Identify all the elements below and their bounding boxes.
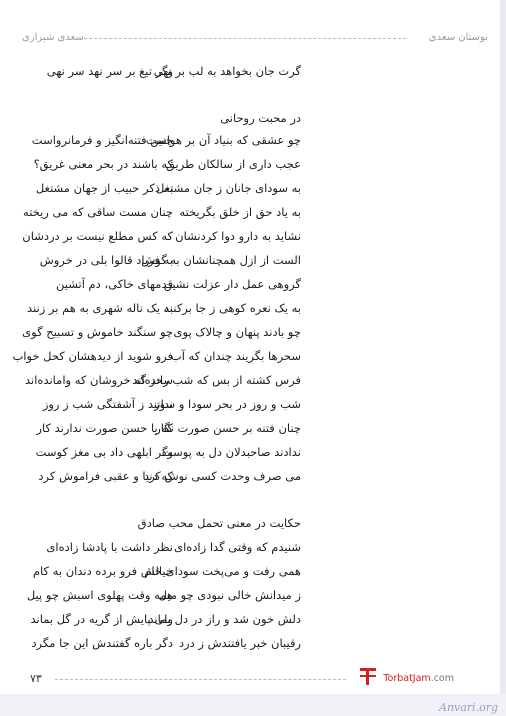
verse-second-hemistich: وگر ابلهی داد بی مغز کوست [35,445,173,459]
verse-first-hemistich: چو بادند پنهان و چالاک پوی [173,325,301,339]
verse-second-hemistich: ولی پایش از گریه در گل بماند [30,612,173,626]
verse-second-hemistich: وگر تیغ بر سر نهد سر نهی [46,64,173,78]
verse-first-hemistich: گرت جان بخواهد به لب بر نهی [153,64,301,78]
footer-rule [55,679,346,680]
watermark: Anvari.org [439,701,498,714]
page-number: ۷۳ [30,672,42,685]
verse-first-hemistich: عجب داری از سالکان طریق [165,157,301,171]
verse-first-hemistich: شب و روز در بحر سودا و سوز [154,397,301,411]
verse-second-hemistich: که باشند در بحر معنی غریق؟ [33,157,173,171]
verse-second-hemistich: قدمهای خاکی، دم آتشین [56,277,173,291]
verse-first-hemistich: ز میدانش خالی نبودی چو میل [158,588,301,602]
verse-second-hemistich: همه وقت پهلوی اسبش چو پیل [26,588,173,602]
verse-second-hemistich: دگر باره گفتندش این جا مگرد [31,636,173,650]
section-title: در محبت روحانی [220,111,301,125]
page-header [0,32,506,46]
logo-text: TorbatJam.com [383,673,454,684]
verse-second-hemistich: سحر گه خروشان که وامانده‌اند [24,373,173,387]
verse-first-hemistich: به سودای جانان ز جان مشتغل [155,181,301,195]
verse-first-hemistich: می صرف وحدت کسی نوش کرد [143,469,301,483]
header-rule [84,38,406,39]
verse-second-hemistich: خیالش فرو برده دندان به کام [32,564,173,578]
verse-second-hemistich: به فریاد قالوا بلی در خروش [39,253,173,267]
verse-first-hemistich: رقیبان خبر یافتندش ز درد [178,636,301,650]
verse-second-hemistich: چنان مست ساقی که می ریخته [23,205,173,219]
verse-first-hemistich: به یاد حق از خلق بگریخته [179,205,301,219]
verse-first-hemistich: ندادند صاحبدلان دل به پوست [161,445,301,459]
page-edge-bottom [0,694,506,716]
page-edge-right [500,0,506,716]
verse-first-hemistich: همی رفت و می‌پخت سودای خام [144,564,301,578]
logo-mark-icon [358,666,378,686]
page-footer [0,664,506,688]
header-book-title: بوستان سعدی [428,32,488,43]
verse-first-hemistich: به یک نعره کوهی ز جا برکنند [163,301,301,315]
verse-second-hemistich: ندانند ز آشفتگی شب ز روز [42,397,173,411]
verse-second-hemistich: چنین فتنه‌انگیز و فرمانرواست [31,133,173,147]
verse-second-hemistich: که کس مطلع نیست بر دردشان [22,229,173,243]
verse-first-hemistich: چنان فتنه بر حسن صورت نگار [155,421,301,435]
verse-first-hemistich: فرس کشته از بس که شب رانده‌اند [132,373,301,387]
verse-first-hemistich: سحرها بگریند چندان که آب [170,349,301,363]
verse-second-hemistich: نظر داشت با پادشا زاده‌ای [46,540,173,554]
verse-first-hemistich: شنیدم که وقتی گدا زاده‌ای [174,540,301,554]
header-author: سعدی شیرازی [22,32,84,43]
verse-second-hemistich: چو سنگند خاموش و تسبیح گوی [22,325,173,339]
verse-second-hemistich: به ذکر حبیب از جهان مشتغل [35,181,173,195]
verse-second-hemistich: به یک ناله شهری به هم بر زنند [27,301,173,315]
verse-second-hemistich: که با حسن صورت ندارند کار [36,421,173,435]
verse-first-hemistich: الست از ازل همچنانشان به گوش [141,253,301,267]
verse-first-hemistich: چو عشقی که بنیاد آن بر هواست [145,133,301,147]
verse-second-hemistich: که دنیا و عقبی فراموش کرد [38,469,173,483]
verse-first-hemistich: دلش خون شد و راز در دل بماند [148,612,301,626]
verse-second-hemistich: فرو شوید از دیدهشان کحل خواب [12,349,173,363]
section-title: حکایت در معنی تحمل محب صادق [137,516,301,530]
verse-first-hemistich: نشاید به دارو دوا کردنشان [175,229,301,243]
verse-first-hemistich: گروهی عمل دار عزلت نشین [163,277,301,291]
